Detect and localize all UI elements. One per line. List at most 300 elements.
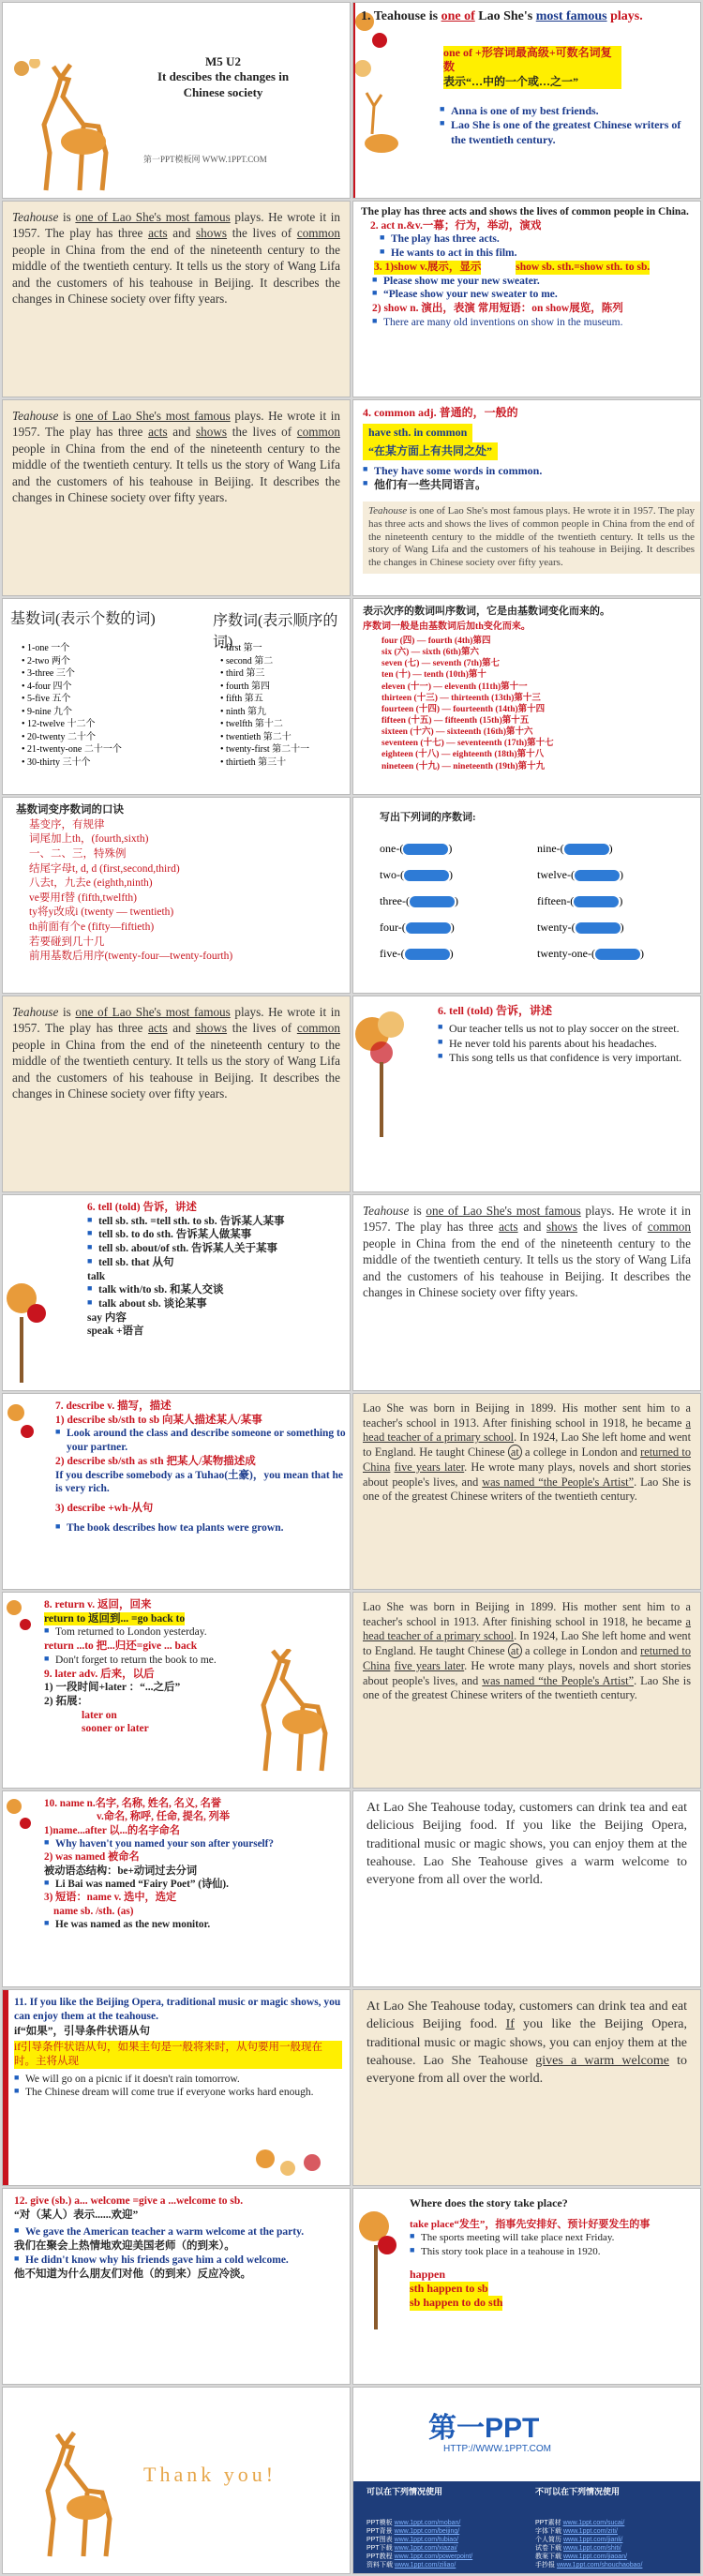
ordinal-item: • thirtieth 第三十 bbox=[220, 756, 287, 768]
story-text: . In 1924, Lao She left home and went to England. He taught Chinese bbox=[363, 1430, 691, 1460]
line: 7. describe v. 描写，描述 bbox=[55, 1400, 172, 1412]
line: ■ tell sb. to do sth. 告诉某人做某事 bbox=[87, 1228, 340, 1242]
answer-blank[interactable] bbox=[595, 949, 640, 960]
slide-act-show bbox=[352, 201, 701, 397]
story-text: . In 1924, Lao She left home and went to England. He taught Chinese bbox=[363, 1629, 691, 1658]
line: ■ We will go on a picnic if it doesn't rain tomorrow. bbox=[14, 2073, 342, 2087]
rhyme-line: ty将y改成i (twenty — twentieth) bbox=[29, 906, 174, 919]
exercise-item: twenty-( ) bbox=[537, 921, 624, 934]
line: 基数词变序数词的口诀 bbox=[16, 804, 124, 816]
story-text: the lives of bbox=[577, 1220, 648, 1235]
autumn-tree-icon bbox=[3, 1195, 59, 1390]
ordinal-row: fifteen (十五) — fifteenth (15th)第十五 bbox=[381, 715, 530, 726]
story-text: Teahouse bbox=[12, 1005, 59, 1019]
link-label: 试卷下载 bbox=[535, 2545, 563, 2552]
story-text: at bbox=[508, 1643, 522, 1658]
rhyme-line: 前用基数后用序(twenty-four—twenty-fourth) bbox=[29, 951, 233, 963]
line: ■ He wants to act in this film. bbox=[380, 247, 693, 261]
ordinal-row: six (六) — sixth (6th)第六 bbox=[381, 648, 479, 658]
ordinal-item: • twenty-first 第二十一 bbox=[220, 744, 310, 755]
link-label: 资料下载 bbox=[366, 2562, 395, 2569]
slide-story-3 bbox=[352, 1790, 701, 1987]
story-text: five years later bbox=[394, 1658, 465, 1672]
line: return to 返回到... =go back to bbox=[44, 1612, 186, 1625]
exercise-item: one-( ) bbox=[380, 842, 453, 855]
line: have sth. in common bbox=[363, 424, 472, 442]
story-text: and bbox=[424, 517, 445, 530]
slide-story-1d bbox=[352, 1194, 701, 1391]
line: 3) 短语：name v. 选中，选定 bbox=[44, 1892, 177, 1904]
story-text: Lao She was born in Beijing in 1899. His mother sent him to a teacher's school in 1913. After finishing school in 1918, he became bbox=[363, 1600, 691, 1628]
ordinal-row: fourteen (十四) — fourteenth (14th)第十四 bbox=[381, 704, 546, 714]
line: 6. tell (told) 告诉，讲述 bbox=[87, 1202, 197, 1213]
line: sooner or later bbox=[82, 1723, 149, 1735]
line: “在某方面上有共同之处” bbox=[363, 442, 498, 460]
link-url[interactable]: www.1ppt.com/jiaoan/ bbox=[562, 2554, 628, 2560]
link-row bbox=[535, 2527, 642, 2536]
cardinal-item: • 21-twenty-one 二十一个 bbox=[22, 744, 122, 755]
cardinal-item: • 1-one 一个 bbox=[22, 643, 70, 653]
line: 12. give (sb.) a... welcome =give a ...welcome to sb. bbox=[14, 2195, 244, 2207]
ordinal-row: nineteen (十九) — nineteenth (19th)第十九 bbox=[381, 761, 546, 771]
line: if引导条件状语从句，如果主句是一般将来时，从句要用一般现在时。主将从现 bbox=[14, 2041, 342, 2068]
line: ■ 他们有一些共同语言。 bbox=[363, 478, 691, 492]
story-text: the lives of bbox=[227, 1021, 297, 1036]
line: ■ He never told his parents about his headaches. bbox=[438, 1037, 691, 1051]
exercise-item: fifteen-( ) bbox=[537, 894, 623, 907]
autumn-leaves-icon bbox=[3, 1593, 40, 1788]
line: ■ tell sb. about/of sth. 告诉某人关于某事 bbox=[87, 1242, 340, 1256]
line: 写出下列词的序数词: bbox=[380, 812, 476, 823]
links-left bbox=[366, 2519, 472, 2569]
line: ■ They have some words in common. bbox=[363, 464, 691, 478]
ordinal-item: • first 第一 bbox=[220, 643, 262, 653]
line: show sb. sth.=show sth. to sb. bbox=[516, 261, 651, 273]
story-text: acts bbox=[148, 226, 168, 241]
slide-title-text: It descibes the changes in Chinese society bbox=[157, 69, 290, 99]
example-sentence: ■ Lao She is one of the greatest Chinese writers of the twentieth century. bbox=[440, 118, 693, 147]
line: ■ He was named as the new monitor. bbox=[44, 1918, 344, 1931]
link-url[interactable]: www.1ppt.com/xiazai/ bbox=[394, 2545, 457, 2552]
link-row bbox=[535, 2561, 642, 2569]
link-row bbox=[535, 2536, 642, 2544]
story-text: common bbox=[647, 1220, 691, 1235]
story-text: one of Lao She's most famous bbox=[75, 1005, 231, 1019]
story-text: . He wrote many plays, novels and short stories about people's lives, and bbox=[363, 1658, 691, 1687]
heading-most-famous: most famous bbox=[535, 9, 607, 23]
story-text: . Lao She is one of the greatest Chinese writers of the twentieth century. bbox=[363, 1673, 691, 1702]
ordinal-row: eighteen (十八) — eighteenth (18th)第十八 bbox=[381, 750, 545, 760]
line: 序数词一般是由基数词后加th变化而来。 bbox=[363, 622, 531, 633]
rhyme-line: 若要碰到几十几 bbox=[29, 936, 105, 948]
answer-blank[interactable] bbox=[564, 844, 609, 855]
link-row bbox=[535, 2553, 642, 2561]
story-text: was named “the People's Artist” bbox=[482, 1475, 635, 1489]
story-text: and bbox=[167, 425, 197, 440]
answer-blank[interactable] bbox=[576, 922, 621, 934]
exercise-item: nine-( ) bbox=[537, 842, 613, 855]
exercise-item: two-( ) bbox=[380, 868, 453, 881]
slide-tell-talk bbox=[2, 1194, 351, 1391]
link-label: 教案下载 bbox=[535, 2554, 563, 2560]
rhyme-line: 八去t，九去e (eighth,ninth) bbox=[29, 877, 153, 890]
story-text: is bbox=[409, 1204, 426, 1218]
story-text: the lives of bbox=[471, 517, 523, 530]
ordinal-item: • fifth 第五 bbox=[220, 694, 263, 704]
story-text: a college in London and bbox=[521, 1644, 641, 1658]
slide-return-later bbox=[2, 1592, 351, 1789]
link-label: 字体下载 bbox=[535, 2528, 563, 2535]
line: name sb. /sth. (as) bbox=[53, 1905, 134, 1917]
brand-url[interactable]: HTTP://WWW.1PPT.COM bbox=[443, 2444, 551, 2454]
thanks-text: Thank you! bbox=[143, 2463, 277, 2486]
story-text: people in China from the end of the nineteenth century to the middle of the twentieth century. It tells us the story of Wang Lifa and the customers of his teahouse in Beijing. It describes the changes in Chinese society over fifty years. bbox=[363, 1236, 691, 1300]
exercise-item: three-( ) bbox=[380, 894, 458, 907]
link-url[interactable]: www.1ppt.com/moban/ bbox=[394, 2520, 461, 2526]
story-text: acts bbox=[499, 1220, 518, 1235]
story-text: plays. He wrote it in 1957. The play has three bbox=[12, 210, 341, 241]
cardinal-item: • 4-four 四个 bbox=[22, 681, 72, 692]
story-text: shows bbox=[546, 1220, 578, 1235]
rhyme-line: 一、二、三，特殊例 bbox=[29, 847, 127, 860]
link-url[interactable]: www.1ppt.com/shouchaobao/ bbox=[556, 2562, 643, 2569]
line: ■ tell sb. that 从句 bbox=[87, 1256, 340, 1270]
story-text: . He wrote many plays, novels and short stories about people's lives, and bbox=[363, 1460, 691, 1489]
story-text: shows bbox=[196, 226, 228, 241]
story-text: Teahouse bbox=[368, 505, 408, 517]
story-text: a head teacher of a primary school bbox=[363, 1614, 691, 1643]
line: ■ The play has three acts. bbox=[380, 232, 693, 247]
line: 2) was named 被命名 bbox=[44, 1851, 140, 1864]
story-text: is bbox=[58, 1005, 76, 1019]
story-text: one of Lao She's most famous bbox=[426, 1204, 581, 1218]
story-text: gives a warm welcome bbox=[535, 2053, 669, 2068]
line: happen bbox=[410, 2267, 446, 2281]
link-row bbox=[366, 2544, 472, 2553]
story-text: is bbox=[407, 505, 420, 517]
answer-blank[interactable] bbox=[404, 870, 449, 881]
line: ■ Please show me your new sweater. bbox=[372, 275, 693, 289]
line: ■ tell sb. sth. =tell sth. to sb. 告诉某人某事 bbox=[87, 1215, 340, 1229]
logo-band bbox=[353, 2388, 701, 2481]
link-label: 个人简历 bbox=[535, 2537, 563, 2543]
story-text: is bbox=[58, 210, 76, 224]
line: 1) 一段时间+later ：“...之后” bbox=[44, 1682, 181, 1694]
ordinal-row: seventeen (十七) — seventeenth (17th)第十七 bbox=[381, 739, 554, 749]
cardinal-item: • 5-five 五个 bbox=[22, 694, 71, 704]
slide-story-1b bbox=[2, 399, 351, 596]
link-row bbox=[535, 2519, 642, 2527]
story-text: Lao She was born in Beijing in 1899. His mother sent him to a teacher's school in 1913. After finishing school in 1918, he became bbox=[363, 1401, 691, 1430]
link-label: PPT下载 bbox=[366, 2545, 395, 2552]
story-text: shows bbox=[196, 425, 228, 440]
ordinal-item: • twentieth 第二十 bbox=[220, 731, 292, 742]
story-text: Teahouse bbox=[12, 409, 59, 423]
slide-exercise bbox=[352, 797, 701, 994]
ordinal-title: 序数词(表示顺序的词) bbox=[213, 613, 338, 651]
line: 他不知道为什么朋友们对他（的到来）反应冷淡。 bbox=[14, 2268, 251, 2280]
heading-part: 1. Teahouse is bbox=[361, 9, 441, 23]
link-label: PPT背景 bbox=[366, 2528, 395, 2535]
story-text: and bbox=[167, 1021, 197, 1036]
line: 1)name...after 以...的名字命名 bbox=[44, 1824, 180, 1836]
rhyme-line: 基变序，有规律 bbox=[29, 818, 105, 831]
line: 9. later adv. 后来，以后 bbox=[44, 1668, 155, 1680]
story-text: the lives of bbox=[227, 425, 297, 440]
ordinal-row: sixteen (十六) — sixteenth (16th)第十六 bbox=[381, 727, 533, 738]
story-text: If bbox=[505, 2017, 515, 2032]
line: 表示次序的数词叫序数词，它是由基数词变化而来的。 bbox=[363, 606, 610, 617]
link-row bbox=[366, 2519, 472, 2527]
story-text: and bbox=[517, 1220, 547, 1235]
story-text: at bbox=[508, 1445, 522, 1460]
line: sth happen to sb bbox=[410, 2281, 488, 2295]
line: ■ The sports meeting will take place next Friday. bbox=[410, 2231, 691, 2244]
story-text: one of Lao She's most famous bbox=[75, 210, 231, 224]
link-url[interactable]: www.1ppt.com/tubiao/ bbox=[394, 2537, 459, 2543]
story-text: At Lao She Teahouse today, customers can drink tea and eat delicious Beijing food. bbox=[366, 1801, 687, 1834]
links-right bbox=[535, 2519, 642, 2569]
rhyme-line: ve要用f替 (fifth,twelfth) bbox=[29, 891, 137, 904]
link-url[interactable]: www.1ppt.com/shiti/ bbox=[562, 2545, 621, 2552]
story-text: is bbox=[58, 409, 76, 423]
answer-blank[interactable] bbox=[410, 896, 455, 907]
heading-one-of: one of bbox=[441, 9, 475, 23]
brand-logo: 第一PPT bbox=[428, 2413, 540, 2444]
line: If you describe somebody as a Tuhao(土豪)，you mean that he is very rich. bbox=[55, 1469, 344, 1495]
deer-illustration bbox=[8, 59, 121, 199]
answer-blank[interactable] bbox=[574, 896, 619, 907]
line: 3. 1)show v.展示，显示 bbox=[374, 261, 482, 273]
ordinal-rows bbox=[363, 636, 691, 772]
line: 6. tell (told) 告诉，讲述 bbox=[438, 1004, 552, 1017]
cardinal-item: • 2-two 两个 bbox=[22, 655, 70, 666]
line: 2) describe sb/sth as sth 把某人/某物描述成 bbox=[55, 1455, 256, 1467]
story-text: plays. He wrote it in 1957. The play has three bbox=[12, 409, 341, 440]
slide-story-2b bbox=[352, 1592, 701, 1789]
footer-note: 第一PPT模板网 WWW.1PPT.COM bbox=[143, 155, 267, 164]
story-text: plays. He wrote it in 1957. The play has three bbox=[363, 1204, 692, 1235]
cardinal-item: • 30-thirty 三十个 bbox=[22, 756, 91, 768]
exercise-left bbox=[380, 835, 458, 966]
story-text: common bbox=[296, 425, 340, 440]
line: 8. return v. 返回，回来 bbox=[44, 1599, 152, 1610]
ordinal-row: thirteen (十三) — thirteenth (13th)第十三 bbox=[381, 693, 541, 703]
autumn-leaves-icon bbox=[3, 1394, 50, 1589]
story-text: people in China from the end of the nineteenth century to the middle of the twentieth century. It tells us the story of Wang Lifa and the customers of his teahouse in Beijing. It describes the changes in Chinese society over fifty years. bbox=[368, 517, 695, 568]
line: ■ “Please show your new sweater to me. bbox=[372, 288, 693, 302]
link-url[interactable]: www.1ppt.com/sucai/ bbox=[562, 2520, 625, 2526]
story-text: Teahouse bbox=[12, 210, 59, 224]
story-text: to everyone from all over the world. bbox=[366, 1854, 688, 1888]
rhyme-line: 结尾字母t, d, d (first,second,third) bbox=[29, 862, 180, 875]
line: 我们在聚会上热情地欢迎美国老师（的到来）。 bbox=[14, 2240, 235, 2253]
slide-one-of bbox=[352, 2, 701, 199]
ordinal-item: • ninth 第九 bbox=[220, 706, 267, 717]
story-text: you like the Beijing Opera, traditional music or magic shows, you can enjoy them at the teahouse. Lao She Teahouse bbox=[366, 2017, 687, 2068]
link-row bbox=[535, 2544, 642, 2553]
line: Where does the story take place? bbox=[410, 2196, 568, 2209]
story-text: a head teacher of a primary school bbox=[363, 1415, 691, 1445]
story-text: one of Lao She's most famous bbox=[419, 505, 544, 517]
link-url[interactable]: www.1ppt.com/beijing/ bbox=[394, 2528, 460, 2535]
line: talk bbox=[87, 1270, 106, 1282]
link-row bbox=[366, 2527, 472, 2536]
link-row bbox=[366, 2553, 472, 2561]
story-text: a college in London and bbox=[521, 1445, 641, 1460]
line: ■ We gave the American teacher a warm welcome at the party. bbox=[14, 2225, 342, 2239]
slide-common bbox=[352, 399, 701, 596]
slide-title bbox=[2, 2, 351, 199]
ordinal-row: four (四) — fourth (4th)第四 bbox=[381, 636, 491, 646]
line: The play has three acts and shows the lives of common people in China. bbox=[361, 206, 689, 217]
line: ■ The book describes how tea plants were grown. bbox=[55, 1521, 346, 1535]
line: ■ Why haven't you named your son after yourself? bbox=[44, 1837, 344, 1850]
story-text: gives a warm welcome bbox=[535, 1854, 669, 1869]
unit-label: M5 U2 bbox=[205, 54, 241, 68]
heading-part: plays. bbox=[606, 9, 643, 23]
link-label: 手抄报 bbox=[535, 2562, 557, 2569]
line: ■ Don't forget to return the book to me. bbox=[44, 1654, 269, 1668]
cardinal-item: • 20-twenty 二十个 bbox=[22, 731, 97, 742]
story-text: to everyone from all over the world. bbox=[366, 2053, 688, 2087]
cardinal-item: • 12-twelve 十二个 bbox=[22, 719, 96, 729]
line: 2) show n. 演出，表演 常用短语：on show展览，陈列 bbox=[372, 303, 623, 315]
cardinal-title: 基数词(表示个数的词) bbox=[10, 611, 156, 627]
ordinal-item: • third 第三 bbox=[220, 668, 265, 679]
slide-describe bbox=[2, 1393, 351, 1590]
ordinal-row: seven (七) — seventh (7th)第七 bbox=[381, 659, 501, 669]
story-text: At Lao She Teahouse today, customers can drink tea and eat delicious Beijing food. bbox=[366, 1999, 687, 2032]
line: if“如果”，引导条件状语从句 bbox=[14, 2026, 151, 2038]
line: ■ This song tells us that confidence is very important. bbox=[438, 1051, 691, 1065]
story-text: plays. He wrote it in 1957. The play has three bbox=[12, 1005, 341, 1036]
answer-blank[interactable] bbox=[403, 844, 448, 855]
line: speak +语言 bbox=[87, 1325, 144, 1338]
deer-illustration bbox=[22, 2425, 125, 2566]
line: “对（某人）表示......欢迎” bbox=[14, 2209, 139, 2221]
exercise-item: five-( ) bbox=[380, 947, 454, 960]
story-text: plays. He wrote it in 1957. The play has three bbox=[368, 505, 695, 530]
line: 10. name n.名字, 名称, 姓名, 名义, 名誉 bbox=[44, 1798, 221, 1809]
heading-part: Lao She's bbox=[474, 9, 536, 23]
ordinal-row: eleven (十一) — eleventh (11th)第十一 bbox=[381, 681, 528, 692]
rhyme-line: 词尾加上th，(fourth,sixth) bbox=[29, 833, 149, 846]
line: v.命名, 称呼, 任命, 提名, 列举 bbox=[97, 1811, 231, 1823]
story-text: common bbox=[296, 226, 340, 241]
ordinal-item: • twelfth 第十二 bbox=[220, 719, 283, 729]
slide-thanks bbox=[2, 2387, 351, 2574]
line: later on bbox=[82, 1709, 117, 1721]
story-text: people in China from the end of the nineteenth century to the middle of the twentieth century. It tells us the story of Wang Lifa and the customers of his teahouse in Beijing. It describes the changes in Chinese society over fifty years. bbox=[12, 441, 340, 505]
ordinal-list bbox=[220, 642, 351, 769]
slide-take-place bbox=[352, 2188, 701, 2385]
slide-tell bbox=[352, 996, 701, 1192]
example-sentence: ■ Anna is one of my best friends. bbox=[440, 104, 693, 118]
line: 3) describe +wh-从句 bbox=[55, 1503, 154, 1515]
line: ■ talk about sb. 谈论某事 bbox=[87, 1297, 340, 1311]
story-text: returned to China bbox=[363, 1445, 692, 1474]
rhyme-lines bbox=[16, 818, 337, 965]
story-text: returned to China bbox=[363, 1644, 692, 1672]
link-label: PPT素材 bbox=[535, 2520, 563, 2526]
line: ■ This story took place in a teahouse in 1920. bbox=[410, 2245, 691, 2258]
autumn-leaves-icon bbox=[353, 3, 410, 198]
cardinal-item: • 3-three 三个 bbox=[22, 668, 75, 679]
story-text: Teahouse bbox=[363, 1204, 410, 1218]
cardinal-list bbox=[22, 642, 153, 769]
line: take place“发生”，指事先安排好、预计好要发生的事 bbox=[410, 2219, 651, 2231]
line: sb happen to do sth bbox=[410, 2296, 503, 2310]
rule-note: one of +形容词最高级+可数名词复数 bbox=[443, 46, 621, 75]
story-text: was named “the People's Artist” bbox=[482, 1673, 635, 1687]
story-text: people in China from the end of the nineteenth century to the middle of the twentieth century. It tells us the story of Wang Lifa and the customers of his teahouse in Beijing. It describes the changes in Chinese society over fifty years. bbox=[12, 242, 340, 307]
line: 1) describe sb/sth to sb 向某人描述某人/某事 bbox=[55, 1414, 262, 1426]
story-text: acts bbox=[148, 1021, 168, 1036]
slide-welcome bbox=[2, 2188, 351, 2385]
story-text: one of Lao She's most famous bbox=[75, 409, 231, 423]
slide-story-3b bbox=[352, 1989, 701, 2186]
answer-blank[interactable] bbox=[575, 870, 620, 881]
story-text: common bbox=[522, 517, 559, 530]
line: 被动语态结构：be+动词过去分词 bbox=[44, 1865, 198, 1877]
exercise-item: twelve-( ) bbox=[537, 868, 623, 881]
rule-meaning: 表示“…中的一个或…之一” bbox=[443, 75, 621, 89]
slide-ad bbox=[352, 2387, 701, 2574]
autumn-tree-icon bbox=[353, 996, 428, 1191]
link-row bbox=[366, 2561, 472, 2569]
link-url[interactable]: www.1ppt.com/jianli/ bbox=[562, 2537, 623, 2543]
story-text: people in China from the end of the nineteenth century to the middle of the twentieth century. It tells us the story of Wang Lifa and the customers of his teahouse in Beijing. It describes the changes in Chinese society over fifty years. bbox=[12, 1037, 340, 1101]
story-text: shows bbox=[196, 1021, 228, 1036]
links-heading: 不可以在下列情况使用 bbox=[535, 2487, 621, 2496]
slide-story-2 bbox=[352, 1393, 701, 1590]
link-row bbox=[366, 2536, 472, 2544]
link-url[interactable]: www.1ppt.com/ziti/ bbox=[562, 2528, 618, 2535]
link-url[interactable]: www.1ppt.com/powerpoint/ bbox=[394, 2554, 473, 2560]
story-text: and bbox=[167, 226, 197, 241]
link-label: PPT教程 bbox=[366, 2554, 395, 2560]
links-heading: 可以在下列情况使用 bbox=[366, 2487, 443, 2496]
story-text: acts bbox=[408, 517, 425, 530]
story-text: five years later bbox=[394, 1460, 465, 1474]
link-url[interactable]: www.1ppt.com/ziliao/ bbox=[394, 2562, 456, 2569]
slide-story-1 bbox=[2, 201, 351, 397]
line: 2) 拓展： bbox=[44, 1696, 88, 1708]
exercise-right bbox=[537, 835, 644, 966]
story-text: acts bbox=[148, 425, 168, 440]
line: ■ Look around the class and describe someone or something to your partner. bbox=[55, 1427, 346, 1454]
link-label: PPT图表 bbox=[366, 2537, 395, 2543]
line: ■ The Chinese dream will come true if everyone works hard enough. bbox=[14, 2086, 342, 2100]
story-text: shows bbox=[444, 517, 471, 530]
story-text: you like the Beijing Opera, traditional music or magic shows, you can enjoy them at the teahouse. Lao She Teahouse bbox=[366, 1819, 687, 1869]
answer-blank[interactable] bbox=[405, 949, 450, 960]
line: ■ talk with/to sb. 和某人交谈 bbox=[87, 1283, 340, 1297]
line: ■ Li Bai was named “Fairy Poet” (诗仙). bbox=[44, 1878, 344, 1891]
line: ■ Tom returned to London yesterday. bbox=[44, 1625, 269, 1640]
answer-blank[interactable] bbox=[406, 922, 451, 934]
ordinal-row: ten (十) — tenth (10th)第十 bbox=[381, 670, 486, 681]
line: 2. act n.&v.一幕；行为，举动，演戏 bbox=[370, 219, 542, 232]
slide-story-1c bbox=[2, 996, 351, 1192]
line: 11. If you like the Beijing Opera, traditional music or magic shows, you can enjoy them at the teahouse. bbox=[14, 1997, 341, 2022]
line: return ...to 把...归还=give ... back bbox=[44, 1640, 198, 1653]
line: ■ There are many old inventions on show in the museum. bbox=[372, 316, 693, 330]
slide-ordinal-rules bbox=[352, 598, 701, 795]
slide-if bbox=[2, 1989, 351, 2186]
line: ■ He didn't know why his friends gave him a cold welcome. bbox=[14, 2254, 342, 2268]
